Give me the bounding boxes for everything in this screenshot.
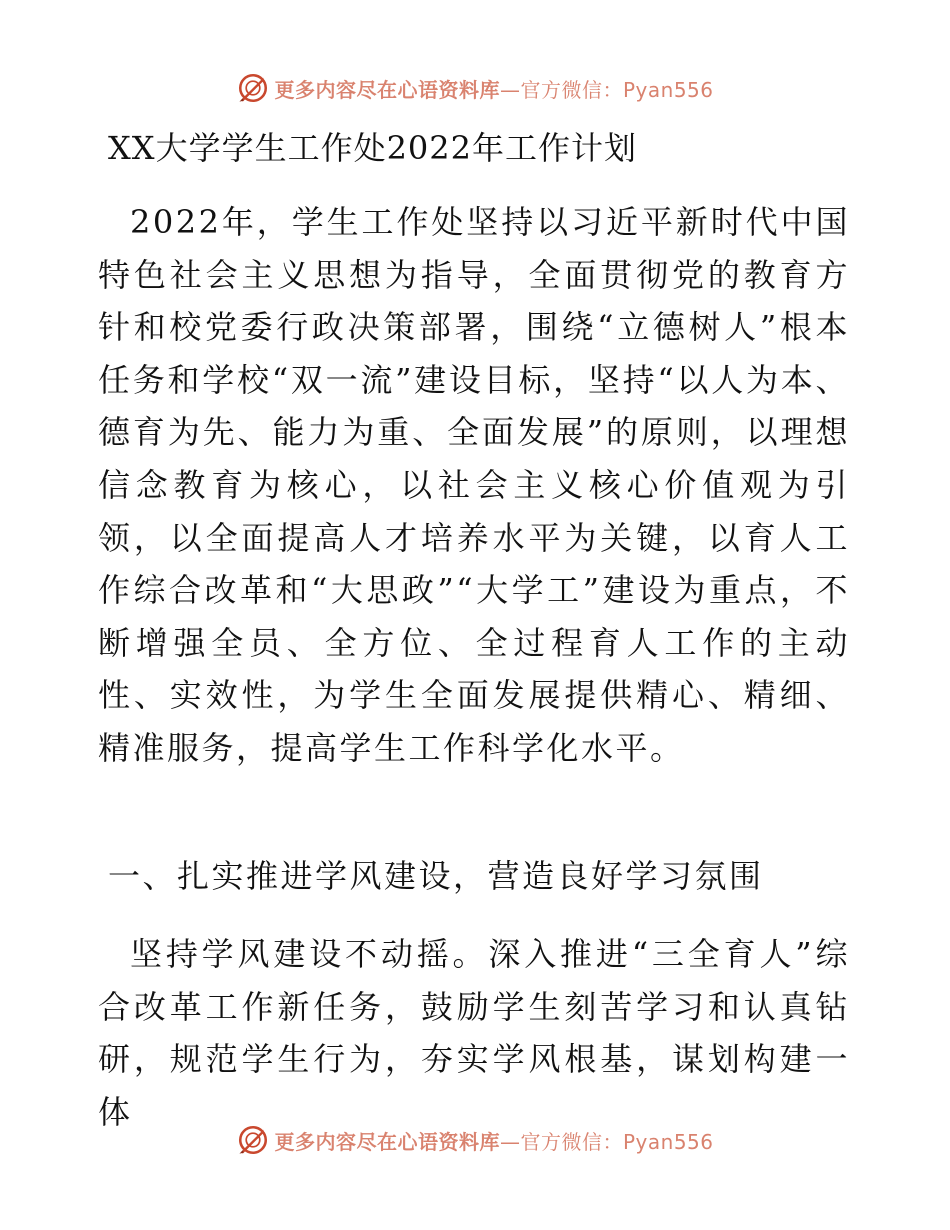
watermark-separator: — [499,1129,521,1154]
watermark-main-text: 更多内容尽在心语资料库 [274,77,500,102]
section-paragraph-1: 坚持学风建设不动摇。深入推进“三全育人”综合改革工作新任务，鼓励学生刻苦学习和认真钻研，规范学生行为，夯实学风根基，谋划构建一体 [98,935,850,1131]
watermark-banner-top [0,68,950,108]
document-title: XX大学学生工作处2022年工作计划 [108,129,638,167]
section-heading-1: 一、扎实推进学风建设，营造良好学习氛围 [108,857,764,895]
watermark-separator: — [499,77,521,102]
pen-logo-icon [236,71,270,105]
watermark-main-text: 更多内容尽在心语资料库 [274,1129,500,1154]
watermark-text [274,74,713,103]
intro-paragraph: 2022年，学生工作处坚持以习近平新时代中国特色社会主义思想为指导，全面贯彻党的教育方针和校党委行政决策部署，围绕“立德树人”根本任务和学校“双一流”建设目标，坚持“以人为本、德育为先、能力为重、全面发展”的原则，以理想信念教育为核心，以社会主义核心价值观为引领，以全面提高人才培养水平为关键，以育人工作综合改革和“大思政”“大学工”建设为重点，不断增强全员、全方位、全过程育人工作的主动性、实效性，为学生全面发展提供精心、精细、精准服务，提高学生工作科学化水平。 [98,203,850,767]
watermark-account: Pyan556 [622,1129,714,1154]
watermark-account: Pyan556 [622,77,714,102]
watermark-text [274,1126,713,1155]
pen-logo-icon [236,1123,270,1157]
watermark-banner-bottom [0,1120,950,1160]
watermark-account-label: 官方微信： [520,77,623,102]
watermark-account-label: 官方微信： [520,1129,623,1154]
